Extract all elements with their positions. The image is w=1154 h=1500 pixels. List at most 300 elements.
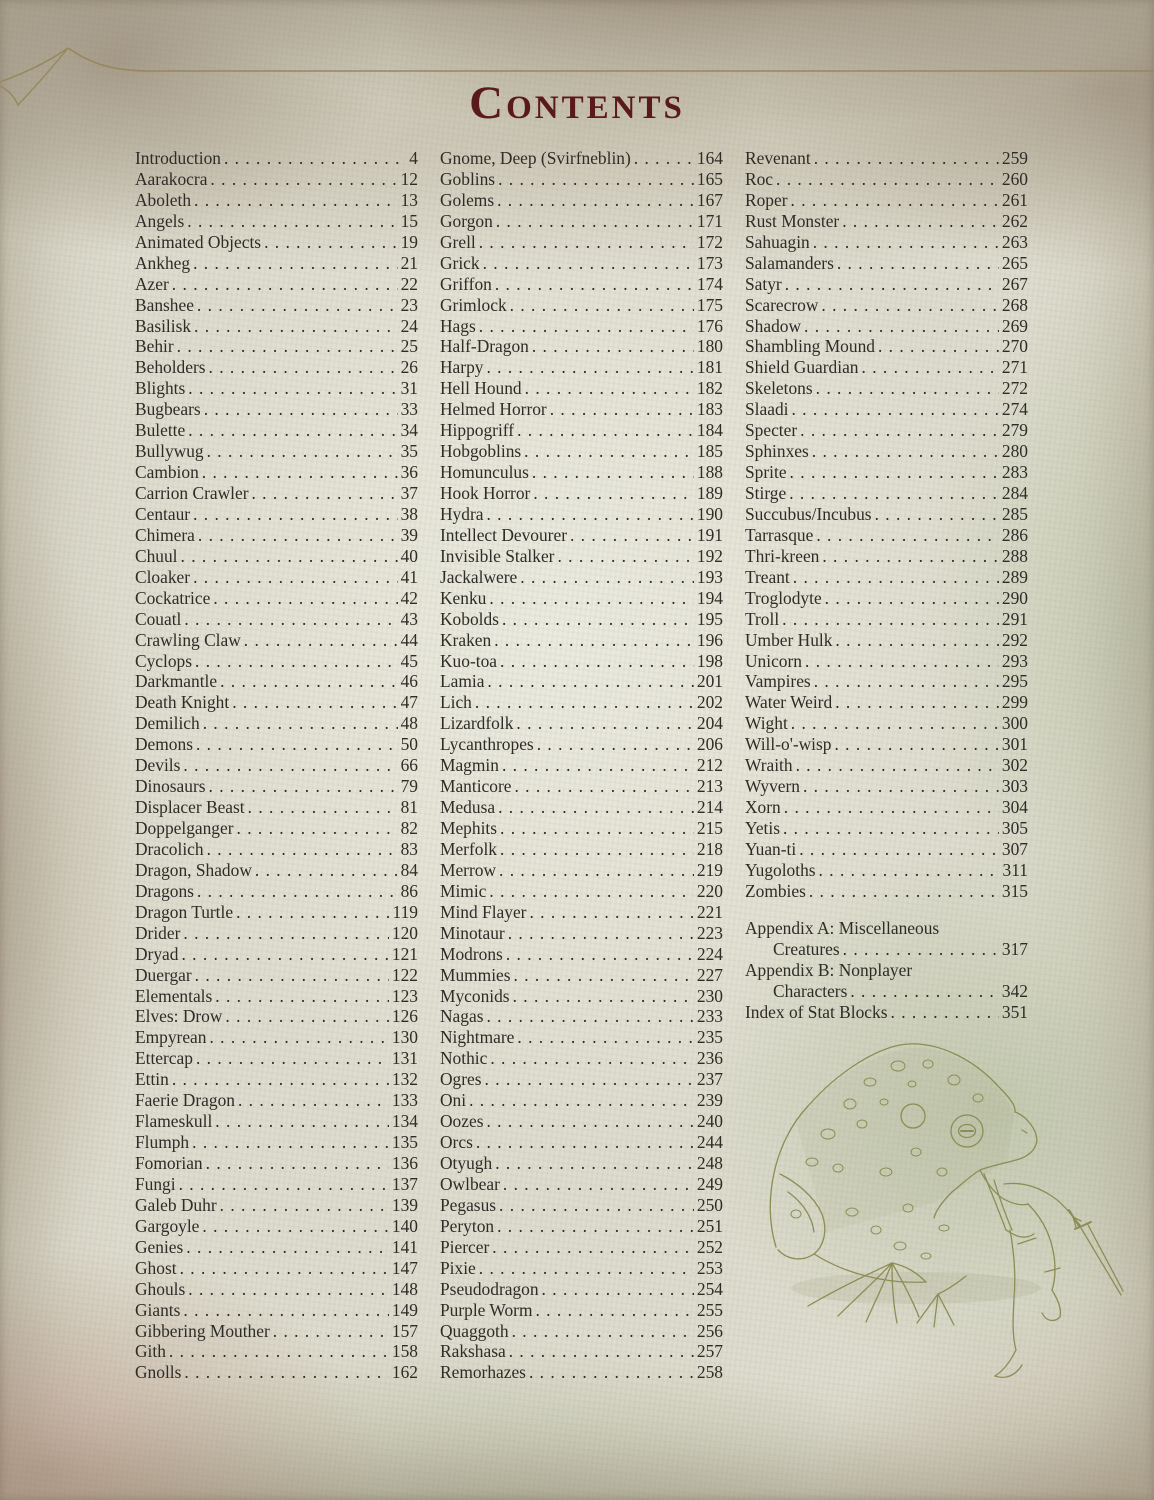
toc-entry — [440, 1300, 723, 1321]
dot-leader — [236, 902, 389, 923]
toc-entry — [440, 462, 723, 483]
dot-leader — [819, 860, 1000, 881]
toc-entry — [135, 462, 418, 483]
toc-entry-label: Otyugh — [440, 1153, 493, 1173]
dot-leader — [835, 692, 999, 713]
dot-leader — [557, 546, 693, 567]
toc-entry-page: 283 — [1001, 462, 1028, 483]
toc-entry-page: 223 — [696, 922, 723, 943]
toc-entry-page: 194 — [696, 587, 723, 608]
dot-leader — [197, 295, 398, 316]
toc-entry-page: 158 — [391, 1341, 418, 1362]
toc-entry — [440, 630, 723, 651]
toc-entry-label: Unicorn — [745, 650, 802, 671]
toc-entry-label: Flumph — [135, 1132, 190, 1153]
dot-leader — [486, 1006, 693, 1027]
toc-entry — [135, 1069, 418, 1090]
toc-entry — [135, 546, 418, 567]
dot-leader — [192, 1132, 389, 1153]
toc-entry-page: 299 — [1001, 692, 1028, 713]
toc-entry — [745, 960, 1028, 981]
toc-entry — [135, 525, 418, 546]
toc-entry — [440, 986, 723, 1007]
dot-leader — [485, 1069, 694, 1090]
dot-leader — [180, 1258, 389, 1279]
toc-entry-page: 311 — [1002, 859, 1028, 880]
dot-leader — [500, 818, 694, 839]
dot-leader — [506, 944, 694, 965]
toc-entry-page: 185 — [696, 441, 723, 462]
toc-entry-page: 66 — [400, 755, 418, 776]
toc-entry-page: 293 — [1001, 650, 1028, 671]
page-title: Contents — [469, 77, 685, 129]
toc-entry-page: 267 — [1001, 273, 1028, 294]
dot-leader — [196, 1048, 389, 1069]
toc-entry-label: Mephits — [440, 818, 498, 838]
toc-entry-page: 351 — [1001, 1001, 1028, 1022]
toc-entry-page: 24 — [400, 315, 418, 336]
toc-entry-page: 131 — [391, 1048, 418, 1069]
toc-entry-page: 259 — [1001, 148, 1028, 168]
toc-entry — [440, 881, 723, 902]
dot-leader — [782, 609, 999, 630]
dot-leader — [207, 441, 398, 462]
dot-leader — [542, 1279, 694, 1300]
toc-entry-page: 248 — [696, 1153, 723, 1173]
dot-leader — [193, 504, 398, 525]
toc-entry — [135, 818, 418, 839]
toc-entry-page: 181 — [696, 357, 723, 378]
toc-entry — [745, 378, 1028, 399]
toc-entry-label: Angels — [135, 210, 185, 231]
toc-entry — [745, 588, 1028, 609]
dot-leader — [172, 1069, 389, 1090]
toc-entry — [135, 651, 418, 672]
dot-leader — [514, 776, 693, 797]
dot-leader — [479, 232, 694, 253]
toc-entry-label: Shield Guardian — [745, 357, 859, 378]
toc-entry — [440, 588, 723, 609]
toc-entry-page: 250 — [696, 1194, 723, 1215]
toc-entry — [440, 169, 723, 190]
toc-entry — [135, 902, 418, 923]
dot-leader — [184, 1362, 389, 1383]
dot-leader — [496, 211, 694, 232]
toc-entry-label: Hook Horror — [440, 483, 531, 503]
toc-entry-label: Gnome, Deep (Svirfneblin) — [440, 148, 631, 168]
toc-entry-page: 86 — [400, 880, 418, 901]
toc-entry — [440, 483, 723, 504]
toc-entry-page: 265 — [1001, 252, 1028, 273]
toc-entry — [745, 253, 1028, 274]
toc-entry-label: Yugoloths — [745, 859, 816, 880]
toc-entry-page: 173 — [696, 252, 723, 273]
dot-leader — [878, 336, 999, 357]
toc-entry-label: Yuan-ti — [745, 838, 797, 859]
dot-leader — [517, 1027, 694, 1048]
toc-entry-page: 221 — [696, 901, 723, 922]
toc-entry-label: Aboleth — [135, 189, 192, 210]
toc-entry — [135, 1300, 418, 1321]
toc-entry-page: 201 — [696, 671, 723, 692]
toc-entry-label: Intellect Devourer — [440, 524, 567, 545]
toc-entry-label: Troglodyte — [745, 587, 822, 608]
toc-entry-label: Index of Stat Blocks — [745, 1001, 888, 1022]
dot-leader — [225, 1006, 388, 1027]
toc-entry-page: 174 — [696, 273, 723, 294]
dot-leader — [532, 462, 694, 483]
toc-entry-label: Sprite — [745, 462, 787, 483]
toc-entry — [440, 441, 723, 462]
toc-entry-label: Ogres — [440, 1069, 482, 1090]
toc-entry-label: Appendix B: Nonplayer — [745, 959, 913, 980]
toc-entry-page: 126 — [391, 1006, 418, 1027]
toc-entry-page: 307 — [1001, 838, 1028, 859]
dot-leader — [498, 797, 694, 818]
toc-entry-label: Nagas — [440, 1006, 484, 1027]
toc-entry-page: 13 — [400, 189, 418, 210]
toc-entry-page: 44 — [400, 629, 418, 650]
toc-entry — [135, 211, 418, 232]
toc-entry-label: Mummies — [440, 964, 511, 985]
toc-entry-page: 253 — [696, 1257, 723, 1278]
toc-entry-label: Demons — [135, 734, 193, 755]
toc-entry-label: Goblins — [440, 168, 496, 189]
toc-entry-page: 188 — [696, 462, 723, 483]
toc-entry-label: Nightmare — [440, 1027, 515, 1048]
toc-entry — [135, 1132, 418, 1153]
toc-entry — [745, 525, 1028, 546]
toc-entry-label: Roc — [745, 168, 774, 189]
toc-entry-label: Dracolich — [135, 838, 204, 859]
dot-leader — [634, 148, 694, 169]
toc-entry-label: Roper — [745, 189, 788, 210]
toc-entry-label: Azer — [135, 273, 169, 294]
toc-entry-label: Quaggoth — [440, 1320, 509, 1341]
toc-entry-page: 31 — [400, 378, 418, 399]
dot-leader — [510, 295, 694, 316]
toc-entry — [440, 1362, 723, 1383]
toc-entry-label: Mimic — [440, 880, 487, 901]
toc-entry-page: 214 — [696, 797, 723, 818]
toc-entry-page: 268 — [1001, 294, 1028, 315]
toc-entry — [135, 504, 418, 525]
toc-entry — [135, 1174, 418, 1195]
toc-entry-page: 42 — [400, 587, 418, 608]
toc-entry-page: 255 — [696, 1299, 723, 1320]
dot-leader — [535, 1300, 693, 1321]
giant-toad-illustration — [766, 1032, 1138, 1400]
dot-leader — [533, 483, 694, 504]
toc-entry — [745, 860, 1028, 881]
toc-entry-page: 134 — [391, 1111, 418, 1132]
dot-leader — [181, 944, 388, 965]
toc-entry-page: 36 — [400, 462, 418, 483]
dot-leader — [195, 965, 389, 986]
toc-entry — [440, 1027, 723, 1048]
toc-entry-page: 285 — [1001, 503, 1028, 524]
toc-entry-page: 172 — [696, 231, 723, 252]
toc-entry — [440, 378, 723, 399]
dot-leader — [517, 420, 694, 441]
dot-leader — [550, 399, 694, 420]
toc-entry-page: 280 — [1001, 441, 1028, 462]
dot-leader — [183, 1300, 389, 1321]
dot-leader — [821, 295, 999, 316]
toc-entry-label: Myconids — [440, 985, 510, 1006]
toc-entry-label: Wraith — [745, 755, 793, 776]
dot-leader — [193, 253, 398, 274]
dot-leader — [789, 483, 999, 504]
toc-entry-label: Treant — [745, 566, 790, 587]
dot-leader — [499, 1195, 694, 1216]
dot-leader — [188, 378, 397, 399]
dot-leader — [814, 148, 999, 169]
toc-entry-label: Gibbering Mouther — [135, 1320, 270, 1341]
toc-entry-page: 23 — [400, 294, 418, 315]
toc-entry-page: 183 — [696, 399, 723, 420]
toc-entry — [135, 776, 418, 797]
toc-entry — [440, 651, 723, 672]
dot-leader — [502, 755, 694, 776]
toc-entry — [745, 839, 1028, 860]
toc-entry-label: Grick — [440, 252, 480, 273]
toc-entry — [440, 336, 723, 357]
toc-entry — [440, 1341, 723, 1362]
dot-leader — [816, 525, 999, 546]
dot-leader — [486, 1111, 693, 1132]
toc-entry — [745, 776, 1028, 797]
toc-entry-label: Bullywug — [135, 441, 204, 462]
dot-leader — [529, 1362, 694, 1383]
dot-leader — [197, 881, 398, 902]
toc-entry — [440, 1216, 723, 1237]
toc-entry — [745, 1002, 1028, 1023]
toc-entry-page: 269 — [1001, 315, 1028, 336]
dot-leader — [776, 169, 999, 190]
toc-entry — [135, 1321, 418, 1342]
toc-entry-label: Giants — [135, 1299, 181, 1320]
toc-entry — [745, 441, 1028, 462]
toc-entry — [745, 295, 1028, 316]
dot-leader — [850, 981, 999, 1002]
dot-leader — [796, 755, 999, 776]
toc-entry-label: Rust Monster — [745, 210, 840, 231]
dot-leader — [198, 525, 398, 546]
toc-entry-label: Faerie Dragon — [135, 1090, 235, 1111]
toc-entry — [440, 1006, 723, 1027]
toc-entry — [440, 839, 723, 860]
toc-entry-page: 237 — [696, 1069, 723, 1090]
toc-entry — [135, 671, 418, 692]
dot-leader — [169, 1341, 389, 1362]
toc-entry-label: Introduction — [135, 148, 221, 168]
toc-entry-label: Homunculus — [440, 462, 529, 483]
toc-entry-label: Appendix A: Miscellaneous — [745, 917, 940, 938]
toc-entry-page: 33 — [400, 399, 418, 420]
toc-entry — [440, 860, 723, 881]
toc-entry-label: Bulette — [135, 420, 186, 441]
toc-entry-label: Dinosaurs — [135, 776, 206, 797]
toc-entry-label: Revenant — [745, 148, 811, 168]
dot-leader — [494, 630, 694, 651]
dot-leader — [489, 588, 694, 609]
toc-entry-label: Ghouls — [135, 1278, 186, 1299]
dot-leader — [512, 1321, 694, 1342]
toc-entry-page: 295 — [1001, 671, 1028, 692]
toc-entry — [135, 1237, 418, 1258]
toc-entry — [440, 692, 723, 713]
toc-entry-page: 157 — [391, 1320, 418, 1341]
dot-leader — [809, 881, 999, 902]
dot-leader — [532, 336, 694, 357]
toc-entry-page: 40 — [400, 545, 418, 566]
dot-leader — [822, 546, 999, 567]
toc-entry-page: 193 — [696, 566, 723, 587]
toc-entry-label: Ettercap — [135, 1048, 193, 1069]
toc-entry — [135, 860, 418, 881]
toc-entry-page: 180 — [696, 336, 723, 357]
dot-leader — [194, 316, 398, 337]
dot-leader — [186, 1237, 389, 1258]
toc-entry-page: 141 — [391, 1236, 418, 1257]
toc-entry-label: Merrow — [440, 859, 497, 880]
dot-leader — [497, 190, 694, 211]
toc-entry-label: Manticore — [440, 776, 512, 797]
toc-section-gap — [745, 902, 1028, 918]
toc-entry-label: Rakshasa — [440, 1341, 506, 1362]
toc-entry-label: Characters — [773, 980, 848, 1001]
toc-entry-label: Dragon Turtle — [135, 901, 234, 922]
toc-entry — [745, 797, 1028, 818]
toc-entry-label: Piercer — [440, 1236, 490, 1257]
toc-entry-page: 148 — [391, 1278, 418, 1299]
toc-entry-page: 39 — [400, 524, 418, 545]
toc-entry — [745, 981, 1028, 1002]
dot-leader — [783, 818, 999, 839]
toc-entry-page: 162 — [391, 1362, 418, 1383]
toc-entry — [135, 274, 418, 295]
toc-entry-label: Thri-kreen — [745, 545, 820, 566]
toc-entry — [745, 316, 1028, 337]
toc-entry-page: 239 — [696, 1090, 723, 1111]
toc-entry — [745, 734, 1028, 755]
toc-entry-label: Modrons — [440, 943, 503, 964]
dot-leader — [785, 274, 999, 295]
toc-entry-label: Scarecrow — [745, 294, 819, 315]
dot-leader — [791, 713, 999, 734]
dot-leader — [213, 588, 397, 609]
toc-entry-page: 236 — [696, 1048, 723, 1069]
toc-entry-label: Duergar — [135, 964, 192, 985]
toc-entry — [440, 923, 723, 944]
toc-entry — [440, 902, 723, 923]
toc-entry-page: 213 — [696, 776, 723, 797]
toc-entry-label: Skeletons — [745, 378, 813, 399]
dot-leader — [172, 274, 398, 295]
dot-leader — [483, 253, 694, 274]
toc-entry — [440, 357, 723, 378]
toc-entry-page: 235 — [696, 1027, 723, 1048]
toc-entry-label: Gargoyle — [135, 1215, 200, 1236]
dot-leader — [188, 420, 397, 441]
toc-column-2 — [440, 148, 723, 1383]
toc-entry-label: Genies — [135, 1236, 184, 1257]
toc-entry-label: Troll — [745, 608, 780, 629]
toc-entry — [135, 1027, 418, 1048]
dot-leader — [784, 797, 999, 818]
toc-entry-page: 34 — [400, 420, 418, 441]
toc-entry-label: Crawling Claw — [135, 629, 241, 650]
toc-entry-page: 35 — [400, 441, 418, 462]
toc-entry — [440, 399, 723, 420]
toc-entry-page: 263 — [1001, 231, 1028, 252]
dot-leader — [204, 399, 398, 420]
toc-entry-label: Kuo-toa — [440, 650, 497, 671]
toc-entry-label: Specter — [745, 420, 798, 441]
toc-entry-page: 220 — [696, 880, 723, 901]
toc-entry-page: 25 — [400, 336, 418, 357]
dot-leader — [196, 734, 398, 755]
dot-leader — [183, 755, 397, 776]
toc-entry-label: Umber Hulk — [745, 629, 833, 650]
toc-entry-label: Beholders — [135, 357, 206, 378]
dot-leader — [799, 839, 999, 860]
toc-entry-label: Empyrean — [135, 1027, 207, 1048]
toc-entry — [440, 713, 723, 734]
dot-leader — [525, 378, 694, 399]
toc-entry — [135, 734, 418, 755]
toc-entry-page: 195 — [696, 608, 723, 629]
toc-entry-page: 304 — [1001, 797, 1028, 818]
toc-entry-page: 290 — [1001, 587, 1028, 608]
dot-leader — [509, 1341, 694, 1362]
dot-leader — [537, 734, 694, 755]
toc-entry-label: Owlbear — [440, 1173, 500, 1194]
toc-entry-label: Lich — [440, 692, 472, 713]
toc-entry — [745, 651, 1028, 672]
dot-leader — [215, 1111, 389, 1132]
toc-entry-label: Ghost — [135, 1257, 177, 1278]
dot-leader — [516, 713, 694, 734]
toc-entry — [440, 1132, 723, 1153]
dot-leader — [177, 336, 398, 357]
toc-entry-label: Wight — [745, 713, 788, 734]
toc-entry-label: Mind Flayer — [440, 901, 527, 922]
toc-entry-label: Invisible Stalker — [440, 545, 555, 566]
toc-entry — [440, 671, 723, 692]
toc-entry — [440, 274, 723, 295]
toc-entry — [440, 1048, 723, 1069]
toc-entry-label: Kobolds — [440, 608, 499, 629]
toc-entry — [440, 1111, 723, 1132]
dot-leader — [238, 1090, 389, 1111]
toc-entry-label: Elementals — [135, 985, 213, 1006]
toc-entry — [135, 148, 418, 169]
toc-entry — [135, 253, 418, 274]
dot-leader — [520, 567, 694, 588]
toc-entry — [440, 232, 723, 253]
toc-entry-page: 41 — [400, 566, 418, 587]
dot-leader — [499, 860, 694, 881]
toc-entry-page: 137 — [391, 1173, 418, 1194]
toc-entry-label: Cloaker — [135, 566, 191, 587]
toc-entry-page: 342 — [1001, 980, 1028, 1001]
dot-leader — [183, 923, 389, 944]
toc-entry — [135, 609, 418, 630]
toc-entry — [745, 881, 1028, 902]
toc-entry-page: 132 — [391, 1069, 418, 1090]
